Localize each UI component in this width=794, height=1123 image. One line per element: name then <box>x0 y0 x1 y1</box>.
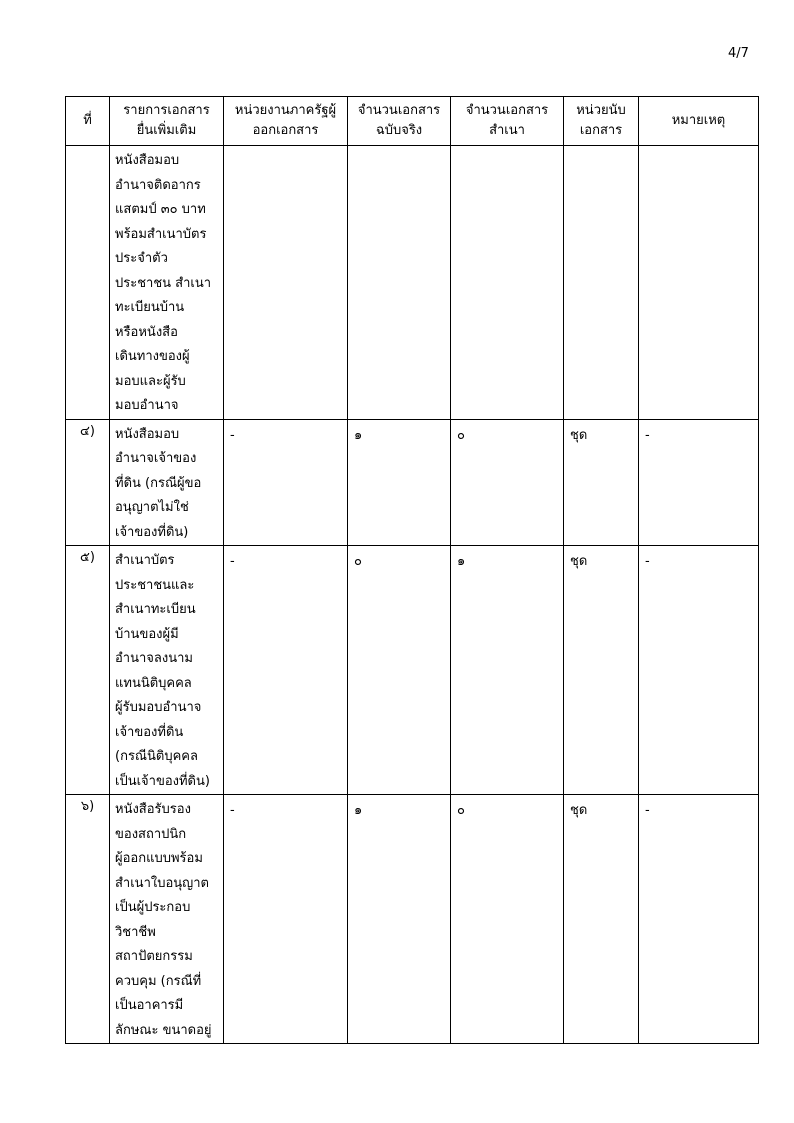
item-line: ประชาชนและ <box>115 577 195 593</box>
note-cell: - <box>639 795 759 1044</box>
header-no <box>66 97 110 146</box>
header-line: จำนวนเอกสาร <box>465 103 549 118</box>
row-number: ๕) <box>66 546 110 795</box>
unit-cell: ชุด <box>564 419 639 546</box>
item-line: สถาปัตยกรรม <box>115 949 193 964</box>
item-line: พร้อมสำเนาบัตร <box>115 226 207 242</box>
item-line: หนังสือมอบ <box>115 153 180 168</box>
item-line: ผู้ออกแบบพร้อม <box>115 851 203 866</box>
item-line: เป็นเจ้าของที่ดิน) <box>115 773 210 789</box>
page-number: 4/7 <box>728 46 749 61</box>
item-line: ควบคุม (กรณีที่ <box>115 973 202 989</box>
header-line: หมายเหตุ <box>671 113 726 128</box>
item-line: หนังสือมอบ <box>115 426 180 442</box>
item-line: อำนาจติดอากร <box>115 177 201 193</box>
item-line: เจ้าของที่ดิน <box>115 724 184 740</box>
item-line: ของสถาปนิก <box>115 826 187 842</box>
item-line: ลักษณะ ขนาดอยู่ <box>115 1022 212 1038</box>
item-line: อนุญาตไม่ใช่ <box>115 500 189 515</box>
original-count-cell: ๑ <box>348 419 451 546</box>
item-line: ประชาชน สำเนา <box>115 275 212 291</box>
item-line: อำนาจเจ้าของ <box>115 451 197 466</box>
item-line: สำเนาบัตร <box>115 553 175 568</box>
original-count-cell: ๐ <box>348 546 451 795</box>
note-cell: - <box>639 419 759 546</box>
header-unit <box>564 97 639 146</box>
item-line: ผู้รับมอบอำนาจ <box>115 700 202 715</box>
item-line: สำเนาทะเบียน <box>115 602 196 617</box>
table-row <box>66 146 759 420</box>
item-line: มอบและผู้รับ <box>115 373 186 389</box>
item-description <box>110 419 224 546</box>
table-row <box>66 795 759 1044</box>
header-line: เอกสาร <box>579 123 623 138</box>
copy-count-cell <box>451 146 564 420</box>
table-row <box>66 546 759 795</box>
header-agency <box>224 97 348 146</box>
item-line: หรือหนังสือ <box>115 324 178 340</box>
header-line: จำนวนเอกสาร <box>357 103 441 118</box>
unit-cell: ชุด <box>564 795 639 1044</box>
item-description <box>110 546 224 795</box>
unit-cell <box>564 146 639 420</box>
row-number: ๖) <box>66 795 110 1044</box>
header-line: หน่วยงานภาครัฐผู้ <box>234 103 337 118</box>
header-line: ยื่นเพิ่มเติม <box>136 123 197 138</box>
item-line: เป็นผู้ประกอบ <box>115 900 191 915</box>
item-line: (กรณีนิติบุคคล <box>115 749 198 764</box>
row-number: ๔) <box>66 419 110 546</box>
note-cell: - <box>639 546 759 795</box>
item-line: เดินทางของผู้ <box>115 349 190 364</box>
document-table <box>65 96 759 1044</box>
header-item <box>110 97 224 146</box>
item-description <box>110 795 224 1044</box>
header-line: ที่ <box>83 113 92 128</box>
agency-cell <box>224 146 348 420</box>
item-line: มอบอำนาจ <box>115 398 179 413</box>
item-line: เป็นอาคารมี <box>115 998 184 1013</box>
item-line: อำนาจลงนาม <box>115 651 193 666</box>
note-cell <box>639 146 759 420</box>
header-line: ฉบับจริง <box>375 123 423 138</box>
original-count-cell <box>348 146 451 420</box>
header-line: รายการเอกสาร <box>123 103 210 118</box>
item-description <box>110 146 224 420</box>
item-line: สำเนาใบอนุญาต <box>115 875 209 891</box>
item-line: บ้านของผู้มี <box>115 626 179 642</box>
item-line: หนังสือรับรอง <box>115 802 191 817</box>
item-line: เจ้าของที่ดิน) <box>115 524 189 540</box>
header-original <box>348 97 451 146</box>
unit-cell: ชุด <box>564 546 639 795</box>
item-line: แสตมป์ ๓๐ บาท <box>115 202 206 217</box>
copy-count-cell: ๐ <box>451 795 564 1044</box>
item-line: วิชาชีพ <box>115 924 156 940</box>
row-number <box>66 146 110 420</box>
item-line: แทนนิติบุคคล <box>115 675 192 691</box>
item-line: ที่ดิน (กรณีผู้ขอ <box>115 475 202 491</box>
table-row <box>66 419 759 546</box>
item-line: ทะเบียนบ้าน <box>115 300 185 315</box>
header-copy <box>451 97 564 146</box>
header-note <box>639 97 759 146</box>
header-line: ออกเอกสาร <box>252 123 319 138</box>
header-line: หน่วยนับ <box>576 103 626 118</box>
agency-cell: - <box>224 795 348 1044</box>
agency-cell: - <box>224 419 348 546</box>
table-header-row <box>66 97 759 146</box>
copy-count-cell: ๐ <box>451 419 564 546</box>
copy-count-cell: ๑ <box>451 546 564 795</box>
original-count-cell: ๑ <box>348 795 451 1044</box>
item-line: ประจำตัว <box>115 251 168 266</box>
header-line: สำเนา <box>489 123 525 138</box>
agency-cell: - <box>224 546 348 795</box>
